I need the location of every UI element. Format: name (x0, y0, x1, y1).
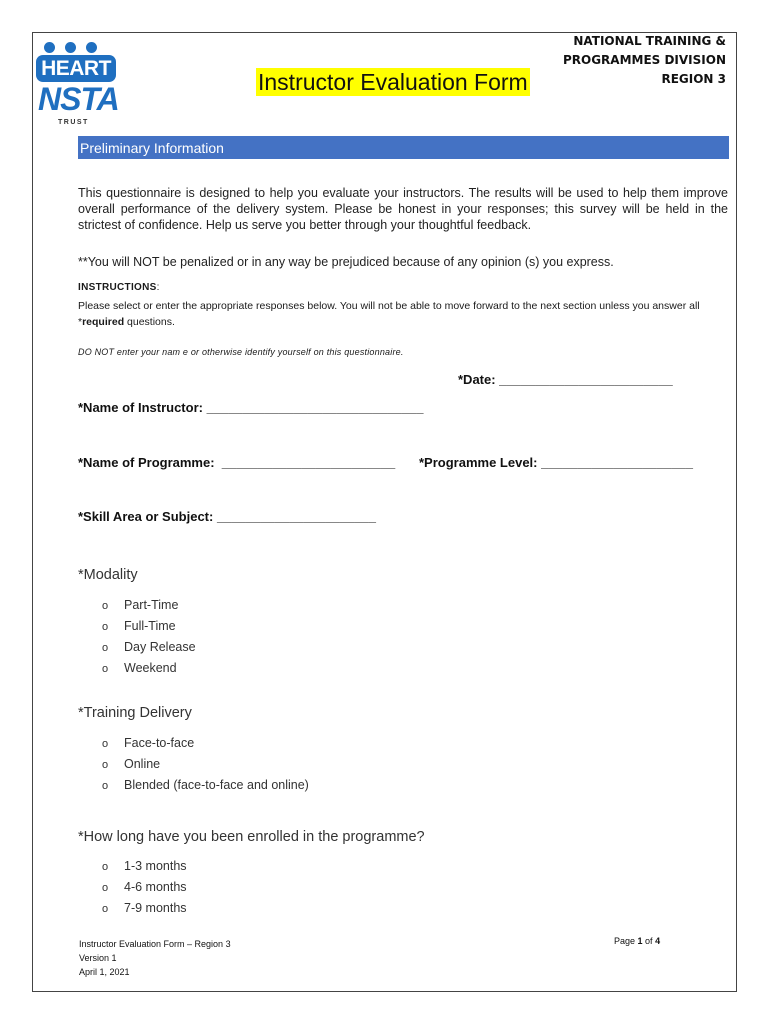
radio-bullet-icon: o (102, 780, 109, 792)
logo-dot (86, 42, 97, 53)
enrollment-option[interactable] (102, 898, 187, 919)
training-delivery-question: *Training Delivery (78, 705, 192, 721)
heart-nsta-logo (36, 40, 118, 130)
intro-paragraph: This questionnaire is designed to help you evaluate your instructors. The results will be used to help them improve overall performance of the delivery system. Please be honest in your responses; this survey will be held in the strictest of confidence. Help us serve you better through your thoughtful feedback. (78, 186, 728, 232)
modality-option[interactable] (102, 637, 196, 658)
option-label: Blended (face-to-face and online) (124, 778, 309, 792)
logo-nsta-text: NSTA (38, 81, 119, 117)
footer-version: Version 1 (79, 953, 117, 963)
option-label: 4-6 months (124, 880, 187, 894)
option-label: Face-to-face (124, 736, 195, 750)
date-field[interactable]: *Date: ________________________ (458, 372, 673, 387)
logo-dot (44, 42, 55, 53)
enrollment-duration-question: *How long have you been enrolled in the programme? (78, 829, 425, 845)
modality-option[interactable] (102, 595, 196, 616)
option-label: Full-Time (124, 619, 176, 633)
enrollment-option[interactable] (102, 877, 187, 898)
instructions-heading-text: INSTRUCTIONS (78, 282, 157, 293)
modality-options (102, 595, 196, 679)
option-label: Online (124, 757, 161, 771)
division-line-2: PROGRAMMES DIVISION (562, 53, 726, 67)
instructions-heading-colon: : (156, 282, 160, 293)
division-line-3: REGION 3 (661, 72, 726, 86)
radio-bullet-icon: o (102, 642, 109, 654)
logo-dot (65, 42, 76, 53)
page-total: 4 (655, 936, 661, 946)
page-prefix: Page (614, 936, 638, 946)
option-label: Weekend (124, 661, 177, 675)
programme-name-field[interactable]: *Name of Programme: ________________________ (78, 455, 396, 470)
radio-bullet-icon: o (102, 738, 109, 750)
footer-date: April 1, 2021 (79, 967, 130, 977)
training-delivery-options (102, 733, 309, 796)
radio-bullet-icon: o (102, 861, 109, 873)
delivery-option[interactable] (102, 733, 309, 754)
option-label: Part-Time (124, 598, 179, 612)
programme-level-field[interactable]: *Programme Level: _____________________ (419, 455, 693, 470)
modality-question: *Modality (78, 567, 138, 583)
instructions-text-before: Please select or enter the appropriate responses below. You will not be able to move forward to the next section unless you answer all * (78, 300, 700, 328)
skill-area-field[interactable]: *Skill Area or Subject: ______________________ (78, 509, 377, 524)
radio-bullet-icon: o (102, 882, 109, 894)
anonymity-note: DO NOT enter your nam e or otherwise identify yourself on this questionnaire. (78, 347, 404, 357)
form-title: Instructor Evaluation Form (258, 69, 528, 95)
instructions-text-after: questions. (124, 316, 175, 328)
delivery-option[interactable] (102, 775, 309, 796)
modality-option[interactable] (102, 616, 196, 637)
footer-form-name: Instructor Evaluation Form – Region 3 (79, 939, 231, 949)
section-header-preliminary: Preliminary Information (78, 136, 729, 159)
footer-document-info (79, 937, 231, 979)
footer-page-number (614, 936, 660, 946)
page-current: 1 (637, 936, 643, 946)
option-label: 1-3 months (124, 859, 187, 873)
enrollment-duration-options (102, 856, 187, 919)
instructions-heading (78, 282, 160, 293)
option-label: 7-9 months (124, 901, 187, 915)
radio-bullet-icon: o (102, 663, 109, 675)
division-line-1: NATIONAL TRAINING & (573, 34, 726, 48)
penalty-note: **You will NOT be penalized or in any way be prejudiced because of any opinion (s) you express. (78, 255, 614, 269)
radio-bullet-icon: o (102, 600, 109, 612)
division-header (563, 32, 726, 89)
enrollment-option[interactable] (102, 856, 187, 877)
radio-bullet-icon: o (102, 903, 109, 915)
delivery-option[interactable] (102, 754, 309, 775)
instructions-text (78, 298, 728, 330)
logo-heart-text: HEART (36, 55, 116, 82)
modality-option[interactable] (102, 658, 196, 679)
instructions-required: required (82, 316, 125, 328)
instructor-name-field[interactable]: *Name of Instructor: ______________________________ (78, 400, 424, 415)
option-label: Day Release (124, 640, 196, 654)
radio-bullet-icon: o (102, 621, 109, 633)
logo-trust-text: TRUST (58, 119, 89, 126)
page-mid: of (642, 936, 656, 946)
radio-bullet-icon: o (102, 759, 109, 771)
